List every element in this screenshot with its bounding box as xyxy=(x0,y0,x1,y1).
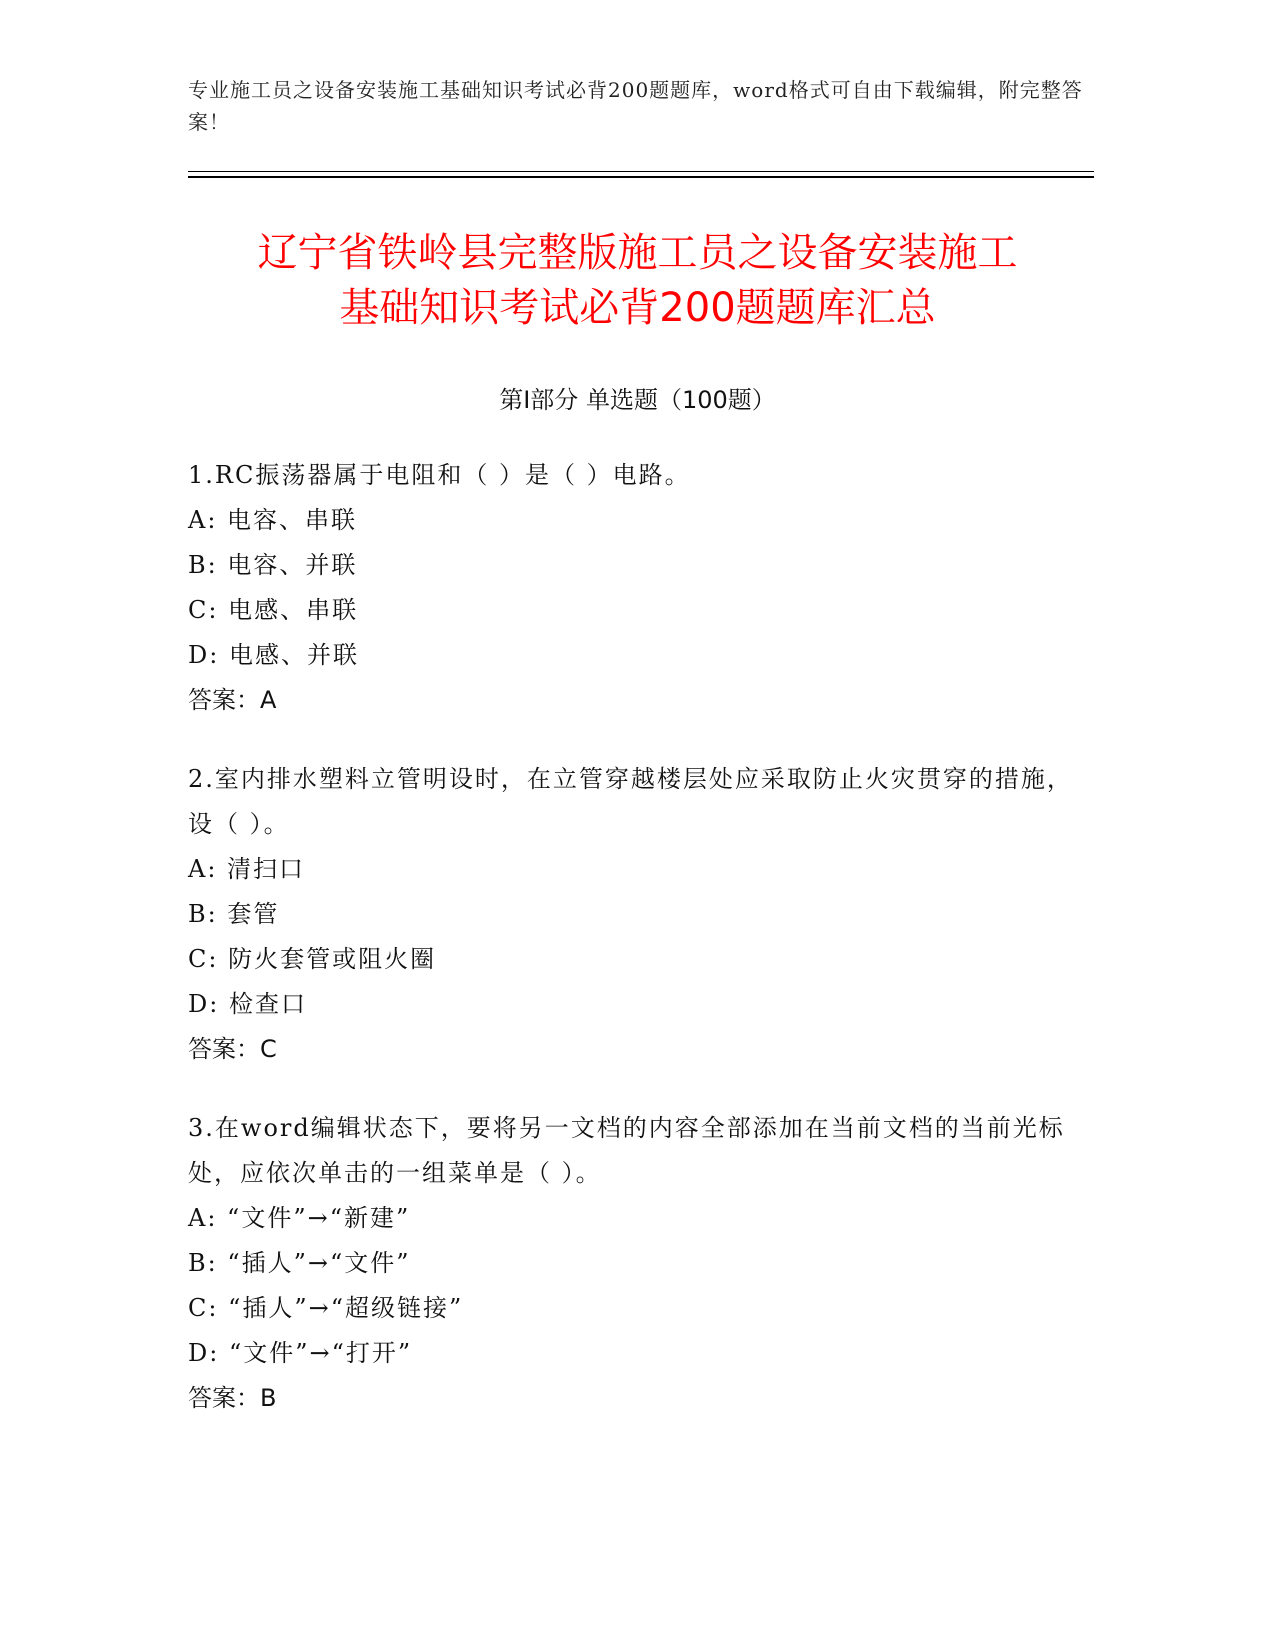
option-d: D: 检查口 xyxy=(188,990,307,1018)
question-3 xyxy=(188,1106,1088,1421)
header-divider-thick xyxy=(188,176,1094,178)
option-b: B: 套管 xyxy=(188,900,280,928)
option-b: B: “插人”→“文件” xyxy=(188,1249,411,1277)
option-a: A: 电容、串联 xyxy=(188,506,358,534)
option-c: C: “插人”→“超级链接” xyxy=(188,1294,464,1322)
option-b: B: 电容、并联 xyxy=(188,551,358,579)
question-stem: 2.室内排水塑料立管明设时，在立管穿越楼层处应采取防止火灾贯穿的措施，设（ ）。 xyxy=(188,765,1073,838)
header-divider-thin xyxy=(188,171,1094,172)
answer-label: 答案：A xyxy=(188,686,277,714)
question-stem: 3.在word编辑状态下，要将另一文档的内容全部添加在当前文档的当前光标处，应依次单击的一组菜单是（ ）。 xyxy=(188,1114,1065,1187)
document-title-line-2: 基础知识考试必背200题题库汇总 xyxy=(339,285,936,331)
option-d: D: “文件”→“打开” xyxy=(188,1339,413,1367)
question-1 xyxy=(188,453,1088,723)
option-a: A: “文件”→“新建” xyxy=(188,1204,411,1232)
option-d: D: 电感、并联 xyxy=(188,641,359,669)
section-heading: 第Ⅰ部分 单选题（100题） xyxy=(499,386,776,414)
document-title-line-1: 辽宁省铁岭县完整版施工员之设备安装施工 xyxy=(257,230,1018,276)
option-a: A: 清扫口 xyxy=(188,855,306,883)
option-c: C: 电感、串联 xyxy=(188,596,359,624)
option-c: C: 防火套管或阻火圈 xyxy=(188,945,437,973)
header-note: 专业施工员之设备安装施工基础知识考试必背200题题库，word格式可自由下载编辑，附完整答案！ xyxy=(188,78,1083,134)
answer-label: 答案：C xyxy=(188,1035,277,1063)
document-title xyxy=(140,226,1135,336)
question-stem: 1.RC振荡器属于电阻和（ ）是（ ）电路。 xyxy=(188,461,691,489)
answer-label: 答案：B xyxy=(188,1384,277,1412)
question-2 xyxy=(188,757,1088,1072)
